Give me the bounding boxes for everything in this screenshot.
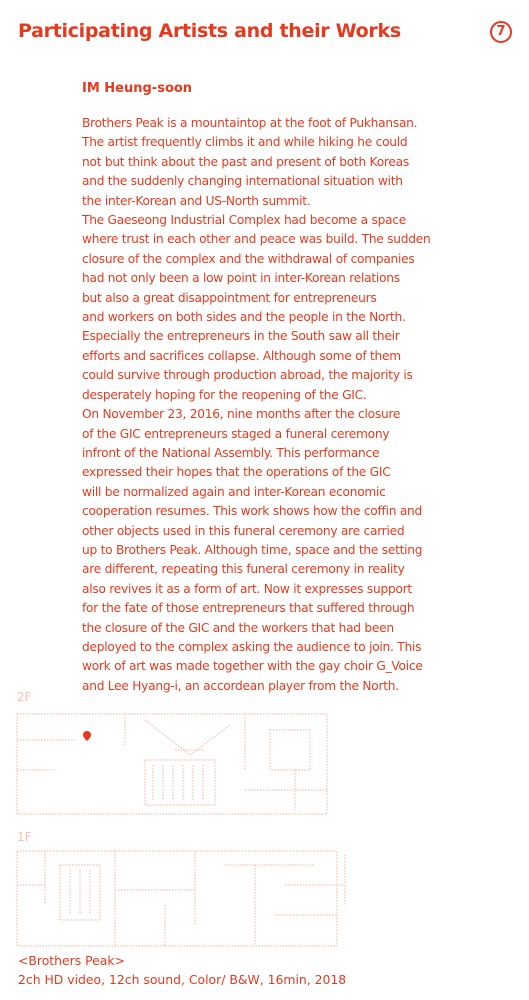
body-line: efforts and sacrifices collapse. Although some of them [82, 348, 401, 363]
body-line: for the fate of those entrepreneurs that suffered through [82, 601, 415, 616]
body-line: of the GIC entrepreneurs staged a funeral ceremony [82, 426, 390, 441]
body-line: are different, repeating this funeral ceremony in reality [82, 562, 405, 577]
body-line: where trust in each other and peace was build. The sudden [82, 232, 431, 247]
floor-plan-2f [15, 710, 335, 820]
body-line: desperately hoping for the reopening of the GIC. [82, 387, 367, 402]
body-line: expressed their hopes that the operations of the GIC [82, 465, 391, 480]
location-marker-icon [83, 731, 91, 741]
body-line: other objects used in this funeral ceremony are carried [82, 523, 405, 538]
work-caption [18, 951, 346, 989]
body-line: On November 23, 2016, nine months after the closure [82, 407, 401, 422]
body-line: will be normalized again and inter-Korean economic [82, 484, 386, 499]
page-number-badge: 7 [490, 21, 512, 43]
body-line: also revives it as a form of art. Now it expresses support [82, 581, 412, 596]
body-line: deployed to the complex asking the audience to join. This [82, 639, 422, 654]
floor-plan-1f [15, 845, 360, 950]
body-line: the inter-Korean and US-North summit. [82, 193, 311, 208]
body-line: infront of the National Assembly. This performance [82, 445, 380, 460]
body-line: not but think about the past and present of both Koreas [82, 154, 409, 169]
body-line: the closure of the GIC and the workers that had been [82, 620, 394, 635]
body-line: and the suddenly changing international situation with [82, 174, 403, 189]
floor-label-1f: 1F [17, 830, 32, 844]
body-line: work of art was made together with the gay choir G_Voice [82, 659, 423, 674]
body-line: and Lee Hyang-i, an accordean player from the North. [82, 678, 399, 693]
body-line: The Gaeseong Industrial Complex had become a space [82, 213, 406, 228]
body-line: had not only been a low point in inter-Korean relations [82, 271, 400, 286]
floor-label-2f: 2F [17, 690, 32, 704]
body-line: and workers on both sides and the people in the North. [82, 310, 406, 325]
body-line: Brothers Peak is a mountaintop at the foot of Pukhansan. [82, 116, 418, 130]
body-line: Especially the entrepreneurs in the South saw all their [82, 329, 400, 344]
artist-name: IM Heung-soon [82, 81, 193, 96]
body-line: The artist frequently climbs it and while hiking he could [82, 135, 408, 150]
body-line: closure of the complex and the withdrawal of companies [82, 251, 415, 266]
body-line: but also a great disappointment for entrepreneurs [82, 290, 377, 305]
body-line: cooperation resumes. This work shows how the coffin and [82, 504, 422, 519]
body-line: could survive through production abroad, the majority is [82, 368, 413, 383]
work-title: <Brothers Peak> [18, 953, 125, 968]
body-text [82, 114, 462, 696]
work-details: 2ch HD video, 12ch sound, Color/ B&W, 16min, 2018 [18, 972, 347, 987]
body-line: up to Brothers Peak. Although time, space and the setting [82, 542, 423, 557]
page-title: Participating Artists and their Works [18, 20, 401, 42]
